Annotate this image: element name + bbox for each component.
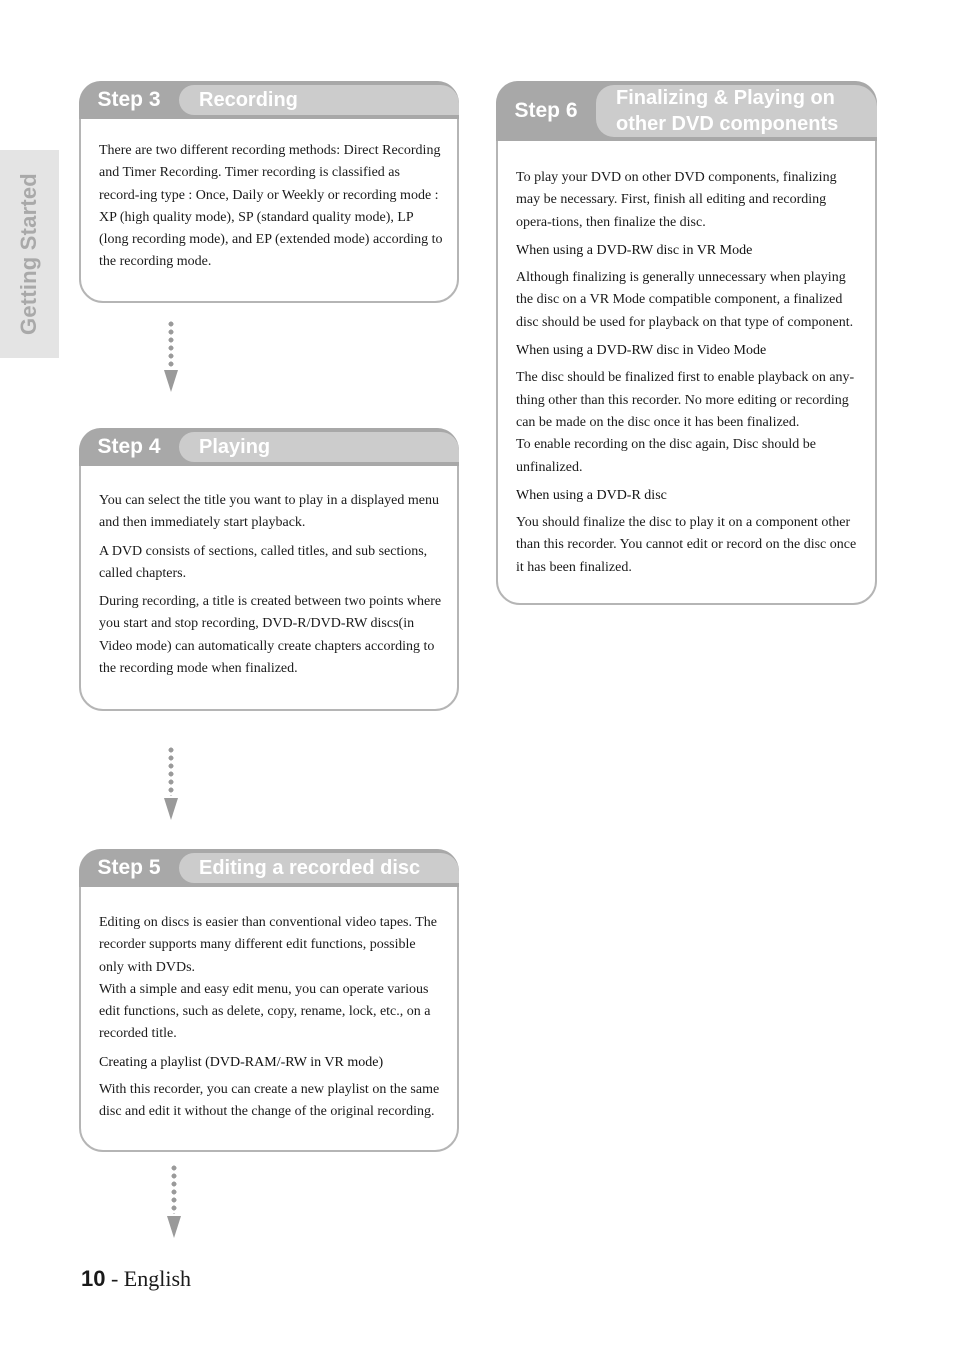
step4-title: Playing xyxy=(179,432,459,462)
step5-number: Step 5 xyxy=(97,856,161,879)
step4-paragraph: You can select the title you want to play in a displayed menu and then immediately start playback. xyxy=(99,493,439,531)
step4-number: Step 4 xyxy=(97,435,161,458)
step6-paragraph: Although finalizing is generally unnecessary when playing the disc on a VR Mode compatible component, a finalized disc should be used for playback on that type of component. xyxy=(516,270,854,330)
step5-paragraph: With this recorder, you can create a new playlist on the same disc and edit it without the change of the original recording. xyxy=(99,1082,440,1120)
step3-number: Step 3 xyxy=(97,88,161,111)
step5-paragraph: Editing on discs is easier than conventional video tapes. The recorder supports many different edit functions, possible only with DVDs. xyxy=(99,915,437,975)
step6-paragraph: To play your DVD on other DVD components, finalizing may be necessary. First, finish all editing and recording opera-tions, then finalize the disc. xyxy=(516,170,837,230)
step4-paragraph: During recording, a title is created between two points where you start and stop recording, DVD-R/DVD-RW discs(in Video mode) can automatically create chapters according to the recording mode when finalized. xyxy=(99,594,442,677)
page-footer xyxy=(81,1266,191,1292)
page-number: 10 xyxy=(81,1266,106,1291)
step6-body xyxy=(516,167,861,585)
step5-subheading: Creating a playlist (DVD-RAM/-RW in VR mode) xyxy=(99,1054,384,1070)
step5-title: Editing a recorded disc xyxy=(179,853,459,883)
step3-body xyxy=(99,140,443,280)
step6-title-line: Finalizing & Playing on xyxy=(616,87,835,109)
step6-paragraph: The disc should be finalized first to enable playback on any-thing other than this recorder. No more editing or recording can be made on the disc once it has been finalized. xyxy=(516,370,855,430)
step6-number: Step 6 xyxy=(514,99,578,122)
step6-subheading: When using a DVD-RW disc in VR Mode xyxy=(516,242,753,258)
step6-title-line: other DVD components xyxy=(616,113,839,135)
step6-paragraph: You should finalize the disc to play it on a component other than this recorder. You cannot edit or record on the disc once it has been finalized. xyxy=(516,515,857,575)
step3-title: Recording xyxy=(179,85,459,115)
step5-body xyxy=(99,912,443,1130)
step4-card xyxy=(79,428,459,711)
page-language: - English xyxy=(105,1266,192,1291)
section-side-tab-label: Getting Started xyxy=(16,173,41,335)
step6-header xyxy=(496,81,877,141)
down-arrow-icon xyxy=(161,320,181,394)
down-arrow-icon xyxy=(161,746,181,822)
step4-body xyxy=(99,490,443,686)
step4-header xyxy=(79,428,459,466)
step6-card xyxy=(496,81,877,605)
step6-title xyxy=(596,85,877,137)
step5-paragraph: With a simple and easy edit menu, you can operate various edit functions, such as delete, copy, rename, lock, etc., on a recorded title. xyxy=(99,981,431,1042)
step6-subheading: When using a DVD-R disc xyxy=(516,487,667,503)
step4-paragraph: A DVD consists of sections, called titles, and sub sections, called chapters. xyxy=(99,543,428,581)
step5-card xyxy=(79,849,459,1152)
step6-subheading: When using a DVD-RW disc in Video Mode xyxy=(516,343,767,359)
step5-header xyxy=(79,849,459,887)
step3-card xyxy=(79,81,459,303)
step6-paragraph: To enable recording on the disc again, Disc should be unfinalized. xyxy=(516,437,816,475)
step3-header xyxy=(79,81,459,119)
down-arrow-icon xyxy=(164,1164,184,1240)
step3-paragraph: There are two different recording methods: Direct Recording and Timer Recording. Timer recording is classified as record-ing type : Once, Daily or Weekly or recording mode : XP (high quality mode), SP (standard quality mode), LP (long recording mode), and EP (extended mode) according to the recording mode. xyxy=(99,143,443,270)
